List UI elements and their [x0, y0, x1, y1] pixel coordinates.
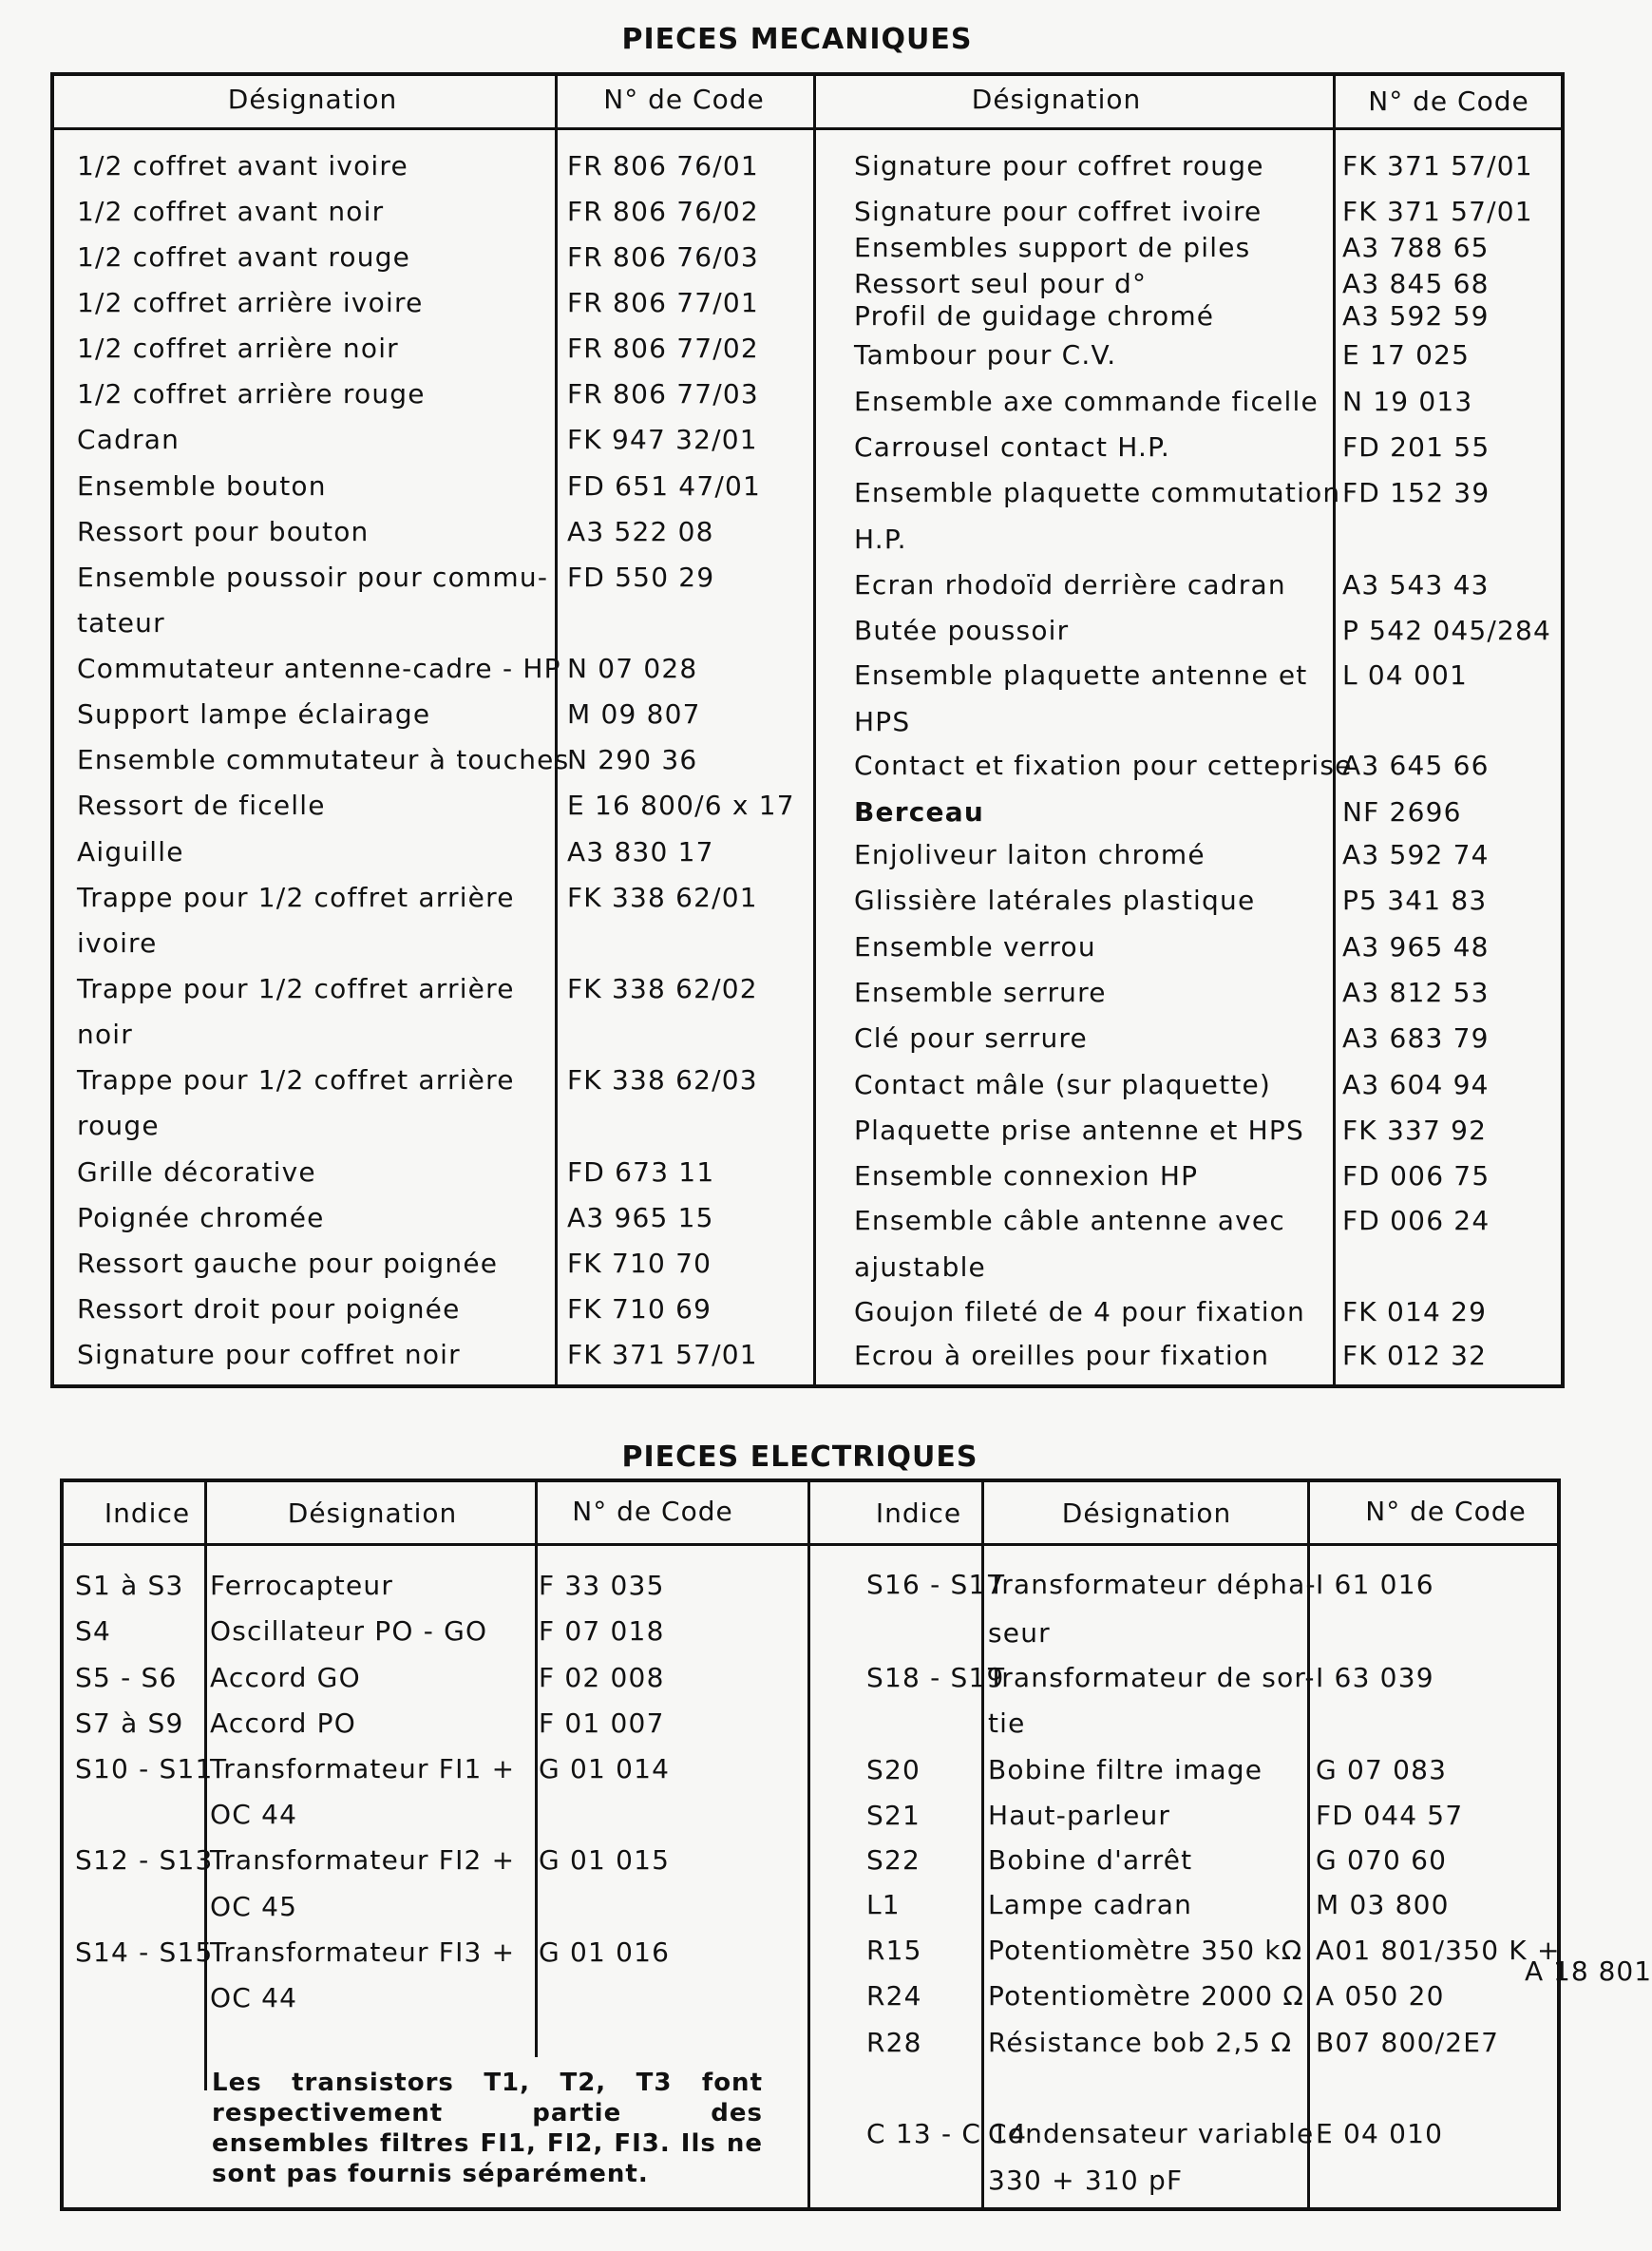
- designation-cell: Ensemble poussoir pour commu-: [77, 561, 549, 593]
- designation-cell: Ressort seul pour d°: [854, 267, 1148, 299]
- designation-cell: Signature pour coffret ivoire: [854, 196, 1263, 228]
- designation-cell: OC 44: [210, 1981, 298, 2013]
- designation-cell: Cadran: [77, 424, 180, 456]
- code-cell: FK 014 29: [1342, 1295, 1488, 1327]
- designation-cell: seur: [988, 1616, 1051, 1649]
- header-indice-right: Indice: [875, 1497, 962, 1529]
- designation-cell: Ensemble axe commande ficelle: [854, 385, 1319, 417]
- code-cell: FK 710 70: [567, 1247, 712, 1279]
- indice-cell: S20: [866, 1753, 921, 1785]
- indice-cell: S14 - S15: [75, 1936, 214, 1968]
- column-divider: [807, 1482, 810, 2207]
- designation-cell: Transformateur FI1 +: [210, 1752, 516, 1784]
- code-extra: A 18 801: [1525, 1955, 1652, 1987]
- header-designation-left: Désignation: [287, 1497, 458, 1529]
- code-cell: FK 947 32/01: [567, 424, 758, 456]
- indice-cell: L1: [866, 1888, 901, 1920]
- designation-cell: Contact et fixation pour cetteprise: [854, 750, 1353, 782]
- designation-cell: Lampe cadran: [988, 1888, 1193, 1920]
- designation-cell: Potentiomètre 350 kΩ: [988, 1934, 1303, 1966]
- designation-cell: Contact mâle (sur plaquette): [854, 1068, 1272, 1100]
- code-cell: A3 604 94: [1342, 1068, 1490, 1100]
- code-cell: A3 830 17: [567, 835, 714, 868]
- code-cell: FK 338 62/03: [567, 1064, 758, 1097]
- designation-cell: Potentiomètre 2000 Ω: [988, 1980, 1304, 2013]
- designation-cell: Accord GO: [210, 1661, 361, 1693]
- code-cell: FK 371 57/01: [1342, 149, 1533, 181]
- code-cell: FK 338 62/01: [567, 881, 758, 913]
- designation-cell: Ensemble bouton: [77, 469, 327, 502]
- code-cell: N 290 36: [567, 744, 698, 776]
- code-cell: A3 522 08: [567, 515, 714, 547]
- indice-cell: S7 à S9: [75, 1707, 184, 1739]
- code-cell: P 542 045/284: [1342, 615, 1552, 647]
- designation-cell: 1/2 coffret avant noir: [77, 195, 385, 227]
- designation-cell: Commutateur antenne-cadre - HP: [77, 653, 561, 685]
- indice-cell: S1 à S3: [75, 1570, 184, 1602]
- code-cell: A01 801/350 K +: [1316, 1934, 1561, 1966]
- designation-cell: Ressort gauche pour poignée: [77, 1247, 499, 1279]
- code-cell: FD 673 11: [567, 1155, 715, 1188]
- header-code-right: N° de Code: [1365, 1496, 1527, 1527]
- designation-cell: Ecran rhodoïd derrière cadran: [854, 568, 1286, 601]
- designation-cell: tateur: [77, 606, 165, 639]
- mech-title: PIECES MECANIQUES: [621, 23, 973, 56]
- designation-cell: OC 44: [210, 1799, 298, 1831]
- designation-cell: OC 45: [210, 1890, 298, 1922]
- designation-cell: ajustable: [854, 1250, 986, 1283]
- designation-cell: Ensemble câble antenne avec: [854, 1205, 1285, 1237]
- designation-cell: Ensemble plaquette commutation: [854, 477, 1341, 509]
- indice-cell: S4: [75, 1615, 111, 1648]
- code-cell: M 03 800: [1316, 1888, 1450, 1920]
- column-divider: [535, 1482, 538, 2057]
- transistor-note: Les transistors T1, T2, T3 font respectivement partie des ensembles filtres FI1, FI2, FI3. Ils ne sont pas fournis séparément.: [212, 2069, 763, 2188]
- header-indice-left: Indice: [104, 1497, 191, 1529]
- header-code-left: N° de Code: [603, 84, 765, 115]
- code-cell: FR 806 76/01: [567, 149, 759, 181]
- designation-cell: Support lampe éclairage: [77, 698, 431, 731]
- designation-cell: HPS: [854, 705, 911, 737]
- code-cell: FR 806 77/01: [567, 287, 759, 319]
- code-cell: A3 965 48: [1342, 930, 1490, 963]
- mech-table: [50, 72, 1565, 1388]
- code-cell: I 63 039: [1316, 1661, 1434, 1693]
- designation-cell: Plaquette prise antenne et HPS: [854, 1115, 1304, 1147]
- designation-cell: Transformateur de sor-: [988, 1661, 1316, 1693]
- code-cell: A3 965 15: [567, 1201, 714, 1233]
- designation-cell: Ensemble plaquette antenne et: [854, 659, 1308, 692]
- code-cell: A3 543 43: [1342, 568, 1490, 601]
- header-designation-left: Désignation: [227, 84, 398, 115]
- column-divider: [813, 76, 816, 1384]
- designation-cell: Butée poussoir: [854, 615, 1070, 647]
- indice-cell: S21: [866, 1799, 921, 1831]
- column-divider: [1333, 76, 1336, 1384]
- header-code-right: N° de Code: [1368, 86, 1529, 117]
- code-cell: FK 371 57/01: [1342, 196, 1533, 228]
- code-cell: I 61 016: [1316, 1568, 1434, 1600]
- designation-cell: Oscillateur PO - GO: [210, 1615, 488, 1648]
- indice-cell: R24: [866, 1980, 922, 2013]
- designation-cell: Tambour pour C.V.: [854, 339, 1117, 372]
- code-cell: F 01 007: [539, 1707, 665, 1739]
- designation-cell: H.P.: [854, 523, 907, 555]
- code-cell: N 19 013: [1342, 385, 1473, 417]
- code-cell: M 09 807: [567, 698, 701, 731]
- indice-cell: R15: [866, 1934, 922, 1966]
- designation-cell: Ressort pour bouton: [77, 515, 370, 547]
- code-cell: G 01 016: [539, 1936, 671, 1968]
- designation-cell: Transformateur dépha-: [988, 1568, 1317, 1600]
- code-cell: A3 845 68: [1342, 267, 1490, 299]
- designation-cell: Résistance bob 2,5 Ω: [988, 2026, 1293, 2058]
- designation-cell: Transformateur FI2 +: [210, 1844, 516, 1877]
- column-divider: [204, 1482, 207, 2090]
- code-cell: A3 592 74: [1342, 839, 1490, 871]
- designation-cell: tie: [988, 1707, 1026, 1740]
- code-cell: G 01 015: [539, 1844, 671, 1877]
- designation-cell: Poignée chromée: [77, 1201, 325, 1233]
- code-cell: G 07 083: [1316, 1753, 1448, 1785]
- code-cell: FD 006 24: [1342, 1205, 1491, 1237]
- header-designation-right: Désignation: [971, 84, 1142, 115]
- designation-cell: Ensemble verrou: [854, 930, 1096, 963]
- designation-cell: Enjoliveur laiton chromé: [854, 839, 1206, 871]
- code-cell: A3 683 79: [1342, 1022, 1490, 1055]
- code-cell: F 33 035: [539, 1570, 665, 1602]
- code-cell: F 07 018: [539, 1615, 665, 1648]
- code-cell: A3 812 53: [1342, 977, 1490, 1009]
- header-code-left: N° de Code: [572, 1496, 733, 1527]
- designation-cell: Ressort de ficelle: [77, 790, 326, 822]
- designation-cell: Trappe pour 1/2 coffret arrière: [77, 972, 515, 1004]
- code-cell: L 04 001: [1342, 659, 1469, 692]
- code-cell: FK 710 69: [567, 1292, 712, 1325]
- designation-cell: Signature pour coffret rouge: [854, 149, 1264, 181]
- designation-cell: rouge: [77, 1110, 160, 1142]
- code-cell: G 01 014: [539, 1752, 671, 1784]
- designation-cell: 1/2 coffret arrière ivoire: [77, 287, 424, 319]
- code-cell: FR 806 77/02: [567, 333, 759, 365]
- designation-cell: Clé pour serrure: [854, 1022, 1088, 1055]
- code-cell: G 070 60: [1316, 1843, 1448, 1876]
- designation-cell: Bobine d'arrêt: [988, 1843, 1193, 1876]
- designation-cell: Profil de guidage chromé: [854, 300, 1215, 333]
- designation-cell: Signature pour coffret noir: [77, 1339, 461, 1370]
- code-cell: FK 338 62/02: [567, 972, 758, 1004]
- designation-cell: Accord PO: [210, 1707, 356, 1739]
- header-designation-right: Désignation: [1061, 1497, 1232, 1529]
- code-cell: E 04 010: [1316, 2118, 1444, 2150]
- code-cell: P5 341 83: [1342, 885, 1488, 917]
- designation-cell: Condensateur variable: [988, 2118, 1315, 2150]
- designation-cell: 1/2 coffret avant ivoire: [77, 149, 408, 181]
- code-cell: FD 550 29: [567, 561, 715, 593]
- code-cell: B07 800/2E7: [1316, 2026, 1500, 2058]
- designation-cell: 1/2 coffret avant rouge: [77, 240, 411, 273]
- elec-table: [60, 1478, 1652, 2211]
- designation-cell: Berceau: [854, 795, 984, 828]
- designation-cell: 1/2 coffret arrière rouge: [77, 378, 426, 410]
- designation-cell: 1/2 coffret arrière noir: [77, 333, 399, 365]
- code-cell: N 07 028: [567, 653, 698, 685]
- code-cell: FK 337 92: [1342, 1115, 1488, 1147]
- code-cell: FR 806 76/02: [567, 195, 759, 227]
- designation-cell: Trappe pour 1/2 coffret arrière: [77, 881, 515, 913]
- designation-cell: Ensemble serrure: [854, 977, 1107, 1009]
- indice-cell: S12 - S13: [75, 1844, 214, 1877]
- column-divider: [555, 76, 558, 1384]
- designation-cell: Ensemble connexion HP: [854, 1160, 1199, 1192]
- code-cell: E 17 025: [1342, 339, 1471, 372]
- designation-cell: Transformateur FI3 +: [210, 1936, 516, 1968]
- designation-cell: Haut-parleur: [988, 1799, 1171, 1831]
- indice-cell: S22: [866, 1843, 921, 1876]
- code-cell: F 02 008: [539, 1661, 665, 1693]
- indice-cell: C 13 - C 14: [866, 2118, 1028, 2150]
- code-cell: FD 201 55: [1342, 430, 1491, 463]
- code-cell: NF 2696: [1342, 795, 1462, 828]
- designation-cell: Ensembles support de piles: [854, 231, 1251, 263]
- designation-cell: noir: [77, 1019, 133, 1051]
- indice-cell: S18 - S19: [866, 1661, 1005, 1693]
- designation-cell: Grille décorative: [77, 1155, 316, 1188]
- designation-cell: 330 + 310 pF: [988, 2164, 1184, 2196]
- indice-cell: S16 - S17: [866, 1568, 1005, 1600]
- code-cell: FD 152 39: [1342, 477, 1491, 509]
- designation-cell: Ensemble commutateur à touches: [77, 744, 570, 776]
- code-cell: A3 592 59: [1342, 300, 1490, 333]
- designation-cell: Ferrocapteur: [210, 1570, 394, 1602]
- code-cell: FR 806 77/03: [567, 378, 759, 410]
- code-cell: E 16 800/6 x 17: [567, 790, 795, 822]
- code-cell: A3 645 66: [1342, 750, 1490, 782]
- elec-title: PIECES ELECTRIQUES: [621, 1440, 978, 1474]
- designation-cell: Ressort droit pour poignée: [77, 1292, 461, 1325]
- code-cell: A 050 20: [1316, 1980, 1445, 2013]
- designation-cell: Goujon fileté de 4 pour fixation: [854, 1295, 1305, 1327]
- code-cell: FD 651 47/01: [567, 469, 762, 502]
- designation-cell: Trappe pour 1/2 coffret arrière: [77, 1064, 515, 1097]
- code-cell: A3 788 65: [1342, 231, 1490, 263]
- designation-cell: Glissière latérales plastique: [854, 885, 1256, 917]
- code-cell: FK 371 57/01: [567, 1339, 758, 1370]
- designation-cell: Aiguille: [77, 835, 184, 868]
- code-cell: FR 806 76/03: [567, 240, 759, 273]
- designation-cell: Bobine filtre image: [988, 1753, 1263, 1785]
- code-cell: FK 012 32: [1342, 1340, 1488, 1372]
- designation-cell: Carrousel contact H.P.: [854, 430, 1170, 463]
- indice-cell: S5 - S6: [75, 1661, 178, 1693]
- designation-cell: ivoire: [77, 926, 158, 959]
- code-cell: FD 044 57: [1316, 1799, 1464, 1831]
- header-divider: [64, 1543, 1557, 1546]
- designation-cell: Ecrou à oreilles pour fixation: [854, 1340, 1270, 1372]
- indice-cell: R28: [866, 2026, 922, 2058]
- code-cell: FD 006 75: [1342, 1160, 1491, 1192]
- indice-cell: S10 - S11: [75, 1752, 214, 1784]
